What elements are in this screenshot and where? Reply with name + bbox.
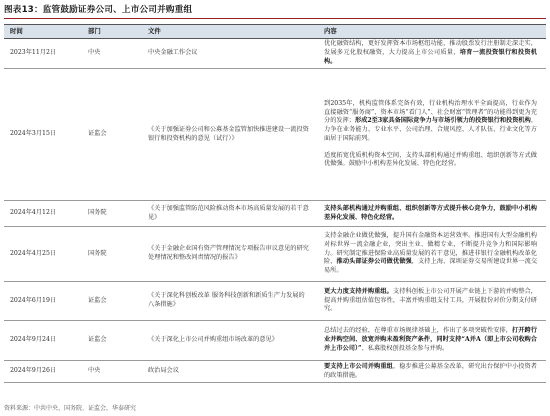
content-text: 总结过去的经验，在尊重市场规律基础上，作出了多项突破性安排， [324, 327, 513, 335]
row-content [318, 321, 546, 361]
row-date: 2024年6月19日 [4, 282, 82, 321]
content-paragraph [324, 232, 537, 276]
header-time: 时间 [4, 25, 82, 39]
content-paragraph [324, 100, 537, 144]
content-text: 支持金融企业做优做强，提升国有金融资本运营效率。推进国有大型金融机构对标世界一流金融企业，突出主业、做精专业，不断提升竞争力和国际影响力。研究制定推进保险业高质量发展的若干意见，推进非银行金融机构改革化险， [324, 232, 537, 266]
row-department: 证监会 [82, 282, 142, 321]
content-paragraph [324, 205, 537, 222]
emphasis-text: 形成2至3家具备国际竞争力与市场引领力的投资银行和投资机构 [354, 117, 531, 125]
content-paragraph [324, 288, 537, 314]
header-content: 内容 [318, 25, 546, 39]
content-text: 、私募股权创投基金参与并购。 [361, 344, 449, 352]
content-text: 优化融资结构，更好发挥资本市场枢纽功能，推动股票发行注册制走深走实，发展多元化股权融资，大力提高上市公司质量， [324, 40, 537, 57]
table-body [4, 39, 546, 383]
emphasis-text: 培育一流投资银行和投资机构。 [324, 49, 538, 65]
table-row [4, 282, 546, 321]
row-date: 2024年4月12日 [4, 201, 82, 227]
content-text: ，力争在业务能力、专业水平、公司治理、合规风控、人才队伍、行业文化等方面居于国际前列。 [324, 117, 538, 142]
row-document: 《关于加强证券公司和公募基金监管加快推进建设一流投资银行和投资机构的意见（试行）》 [142, 69, 318, 201]
row-department: 国务院 [82, 201, 142, 227]
figure-title [4, 3, 192, 15]
content-text: ，支持上海、深圳证券交易所建设世界一流交易所。 [324, 258, 538, 275]
table-row [4, 321, 546, 361]
content-text: 适度拓宽优质机构资本空间，支持头部机构通过并购重组、组织创新等方式做优做强。鼓励中小机构差异化发展、特色化经营。 [324, 151, 537, 168]
row-date: 2024年9月26日 [4, 361, 82, 383]
row-date: 2023年11月2日 [4, 39, 82, 69]
row-document: 中央金融工作会议 [142, 39, 318, 69]
emphasis-text: 支持头部机构通过并购重组、组织创新等方式提升核心竞争力，鼓励中小机构差异化发展、特色化经营。 [324, 204, 537, 221]
row-content [318, 69, 546, 201]
content-text: 到2035年，机构监管体系完备有效，行业机构治理水平全面提高，行业作为直接融资“服务商”、资本市场“看门人”、社会财富“管理者”的功能得到更为充分的发挥； [324, 100, 537, 125]
content-paragraph [324, 152, 537, 169]
emphasis-text: 打开跨行业并购空间、放宽并购未盈利资产条件，同时支持“A并A（即上市公司收购合并上市公司）” [324, 327, 538, 352]
row-department: 证监会 [82, 69, 142, 201]
row-department: 证监会 [82, 321, 142, 361]
figure-caption: 监管鼓励证券公司、上市公司并购重组 [42, 5, 193, 15]
row-department: 中央 [82, 361, 142, 383]
row-document: 《关于金融企业国有资产管理情况专项报告审议意见的研究处理情况和整改问责情况的报告》 [142, 227, 318, 282]
row-date: 2024年3月15日 [4, 69, 82, 201]
row-department: 中央 [82, 39, 142, 69]
row-date: 2024年9月24日 [4, 321, 82, 361]
content-paragraph [324, 327, 537, 353]
table-row [4, 69, 546, 201]
policy-table [4, 24, 546, 383]
source-note: 资料来源：中共中央、国务院、证监会，华泰研究 [4, 405, 137, 412]
emphasis-text: 推动头部证券公司做优做强 [336, 258, 412, 266]
row-content [318, 361, 546, 383]
figure-label: 图表13： [4, 5, 43, 15]
table-row [4, 227, 546, 282]
emphasis-text: 更大力度支持并购重组。 [324, 287, 393, 295]
emphasis-text: 要支持上市公司并购重组 [324, 362, 393, 370]
row-content [318, 201, 546, 227]
table-row [4, 201, 546, 227]
row-document: 《关于深化科创板改革 服务科技创新和新质生产力发展的八条措施》 [142, 282, 318, 321]
table-row [4, 39, 546, 69]
content-paragraph [324, 363, 537, 380]
row-document: 《关于加强监管防范风险推动资本市场高质量发展的若干意见》 [142, 201, 318, 227]
content-paragraph [324, 40, 537, 66]
table-row [4, 361, 546, 383]
row-content [318, 39, 546, 69]
header-document: 文件 [142, 25, 318, 39]
paragraph-gap [324, 144, 537, 152]
row-content [318, 282, 546, 321]
row-content [318, 227, 546, 282]
row-document: 政治局会议 [142, 361, 318, 383]
row-department: 国务院 [82, 227, 142, 282]
row-document: 《关于深化上市公司并购重组市场改革的意见》 [142, 321, 318, 361]
content-text: 支持科创板上市公司开展产业链上下游的并购整合，提高并购重组估值包容性，丰富并购重组支付工具，开展股份对价分期支付研究。 [324, 287, 537, 313]
figure-title-bar [4, 2, 546, 19]
content-text: ，稳步推进公募基金改革，研究出台保护中小投资者的政策措施。 [324, 362, 537, 379]
row-date: 2024年4月25日 [4, 227, 82, 282]
table-header-row [4, 25, 546, 39]
header-department: 部门 [82, 25, 142, 39]
